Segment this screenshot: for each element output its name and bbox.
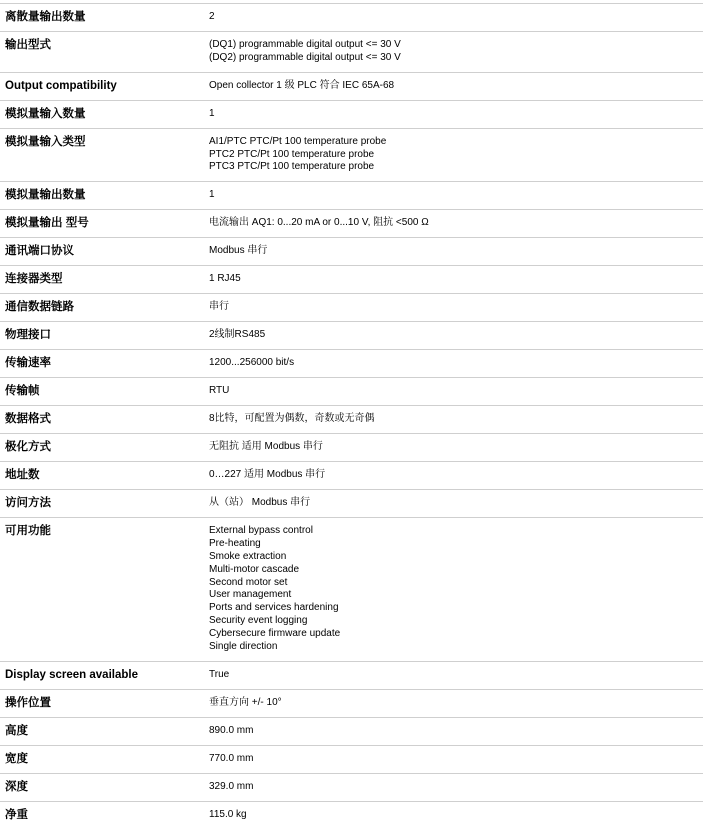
spec-value-line: Open collector 1 级 PLC 符合 IEC 65A-68 <box>209 79 395 91</box>
spec-row <box>0 774 703 802</box>
spec-value-line: User management <box>209 589 292 601</box>
spec-row <box>0 101 703 129</box>
spec-value-line: 2线制RS485 <box>209 329 266 341</box>
spec-value-line: 电流输出 AQ1: 0...20 mA or 0...10 V, 阻抗 <500 Ω <box>209 217 429 229</box>
spec-value-line: PTC2 PTC/Pt 100 temperature probe <box>209 148 375 160</box>
spec-value-line: 2 <box>209 11 215 22</box>
spec-label: 模拟量输出 型号 <box>5 217 89 230</box>
spec-value-line: Smoke extraction <box>209 550 287 562</box>
spec-value <box>209 329 699 342</box>
spec-row <box>0 378 703 406</box>
spec-label: 净重 <box>5 808 28 821</box>
spec-value-line: Ports and services hardening <box>209 602 339 614</box>
spec-label: 输出型式 <box>5 39 51 51</box>
spec-row <box>0 662 703 690</box>
spec-value <box>209 217 699 230</box>
spec-value-line: 串行 <box>209 301 229 313</box>
spec-value <box>209 11 699 24</box>
spec-value-line: 1 RJ45 <box>209 273 241 285</box>
spec-value <box>209 809 699 822</box>
spec-value-line: Cybersecure firmware update <box>209 627 341 639</box>
spec-value-line: Second motor set <box>209 576 288 588</box>
spec-value-line: 770.0 mm <box>209 752 254 764</box>
spec-label: 离散量输出数量 <box>5 11 86 23</box>
spec-value <box>209 413 699 426</box>
spec-row <box>0 690 703 718</box>
spec-value <box>209 245 699 258</box>
spec-value-line: 8比特，可配置为偶数，奇数或无奇偶 <box>209 413 375 425</box>
spec-value <box>209 697 699 710</box>
spec-value-line: Security event logging <box>209 614 308 626</box>
spec-label: Display screen available <box>5 668 138 681</box>
spec-value-line: Pre-heating <box>209 538 261 550</box>
spec-label: 模拟量输入类型 <box>5 135 86 148</box>
spec-row <box>0 73 703 101</box>
spec-value-line: 1 <box>209 189 215 201</box>
spec-row <box>0 490 703 518</box>
spec-label: 宽度 <box>5 752 28 765</box>
spec-row <box>0 802 703 830</box>
spec-value <box>209 753 699 766</box>
spec-value-line: AI1/PTC PTC/Pt 100 temperature probe <box>209 135 387 147</box>
spec-row <box>0 182 703 210</box>
spec-value <box>209 469 699 482</box>
spec-row <box>0 266 703 294</box>
spec-value-line: 垂直方向 +/- 10° <box>209 696 282 708</box>
spec-label: 极化方式 <box>5 441 51 454</box>
spec-value <box>209 189 699 202</box>
spec-row <box>0 32 703 73</box>
spec-value <box>209 781 699 794</box>
spec-label: 物理接口 <box>5 329 51 342</box>
spec-row <box>0 322 703 350</box>
spec-value <box>209 301 699 314</box>
spec-value <box>209 357 699 370</box>
spec-value-line: (DQ2) programmable digital output <= 30 V <box>209 51 401 63</box>
spec-row <box>0 129 703 183</box>
spec-value-line: 无阻抗 适用 Modbus 串行 <box>209 441 323 453</box>
spec-value <box>209 136 699 174</box>
spec-value-line: (DQ1) programmable digital output <= 30 V <box>209 39 401 50</box>
spec-row <box>0 406 703 434</box>
spec-value <box>209 441 699 454</box>
spec-value <box>209 497 699 510</box>
spec-value-line: 1200...256000 bit/s <box>209 357 295 369</box>
spec-value <box>209 385 699 398</box>
spec-value <box>209 39 699 65</box>
spec-value-line: 115.0 kg <box>209 808 247 820</box>
spec-row <box>0 718 703 746</box>
spec-value-line: PTC3 PTC/Pt 100 temperature probe <box>209 161 375 173</box>
spec-label: 传输帧 <box>5 385 40 398</box>
spec-label: 连接器类型 <box>5 273 63 286</box>
spec-value <box>209 80 699 93</box>
spec-value-line: RTU <box>209 385 230 397</box>
spec-value <box>209 108 699 121</box>
spec-value-line: True <box>209 668 230 680</box>
spec-value-line: 329.0 mm <box>209 780 254 792</box>
spec-label: 通讯端口协议 <box>5 245 74 258</box>
spec-row <box>0 746 703 774</box>
spec-row <box>0 294 703 322</box>
spec-value-line: 890.0 mm <box>209 724 254 736</box>
spec-label: 深度 <box>5 780 28 793</box>
specification-table <box>0 4 703 830</box>
spec-value-line: 0…227 适用 Modbus 串行 <box>209 469 326 481</box>
spec-value-line: Modbus 串行 <box>209 245 268 257</box>
spec-row <box>0 434 703 462</box>
spec-value-line: Single direction <box>209 640 278 652</box>
spec-value <box>209 525 699 653</box>
spec-row <box>0 210 703 238</box>
spec-row <box>0 4 703 32</box>
spec-label: Output compatibility <box>5 79 117 92</box>
spec-value-line: 从（站） Modbus 串行 <box>209 497 311 509</box>
spec-label: 高度 <box>5 724 28 737</box>
spec-label: 可用功能 <box>5 525 51 538</box>
spec-value-line: External bypass control <box>209 525 313 537</box>
spec-value <box>209 273 699 286</box>
spec-row <box>0 518 703 661</box>
spec-row <box>0 350 703 378</box>
spec-value-line: 1 <box>209 107 215 119</box>
spec-label: 模拟量输入数量 <box>5 107 86 120</box>
spec-value-line: Multi-motor cascade <box>209 563 300 575</box>
spec-value <box>209 669 699 682</box>
spec-row <box>0 238 703 266</box>
spec-label: 地址数 <box>5 469 40 482</box>
spec-label: 通信数据链路 <box>5 301 74 314</box>
spec-label: 操作位置 <box>5 696 51 709</box>
spec-label: 传输速率 <box>5 357 51 370</box>
spec-value <box>209 725 699 738</box>
spec-label: 模拟量输出数量 <box>5 189 86 202</box>
spec-label: 数据格式 <box>5 413 51 426</box>
spec-row <box>0 462 703 490</box>
spec-label: 访问方法 <box>5 497 51 510</box>
